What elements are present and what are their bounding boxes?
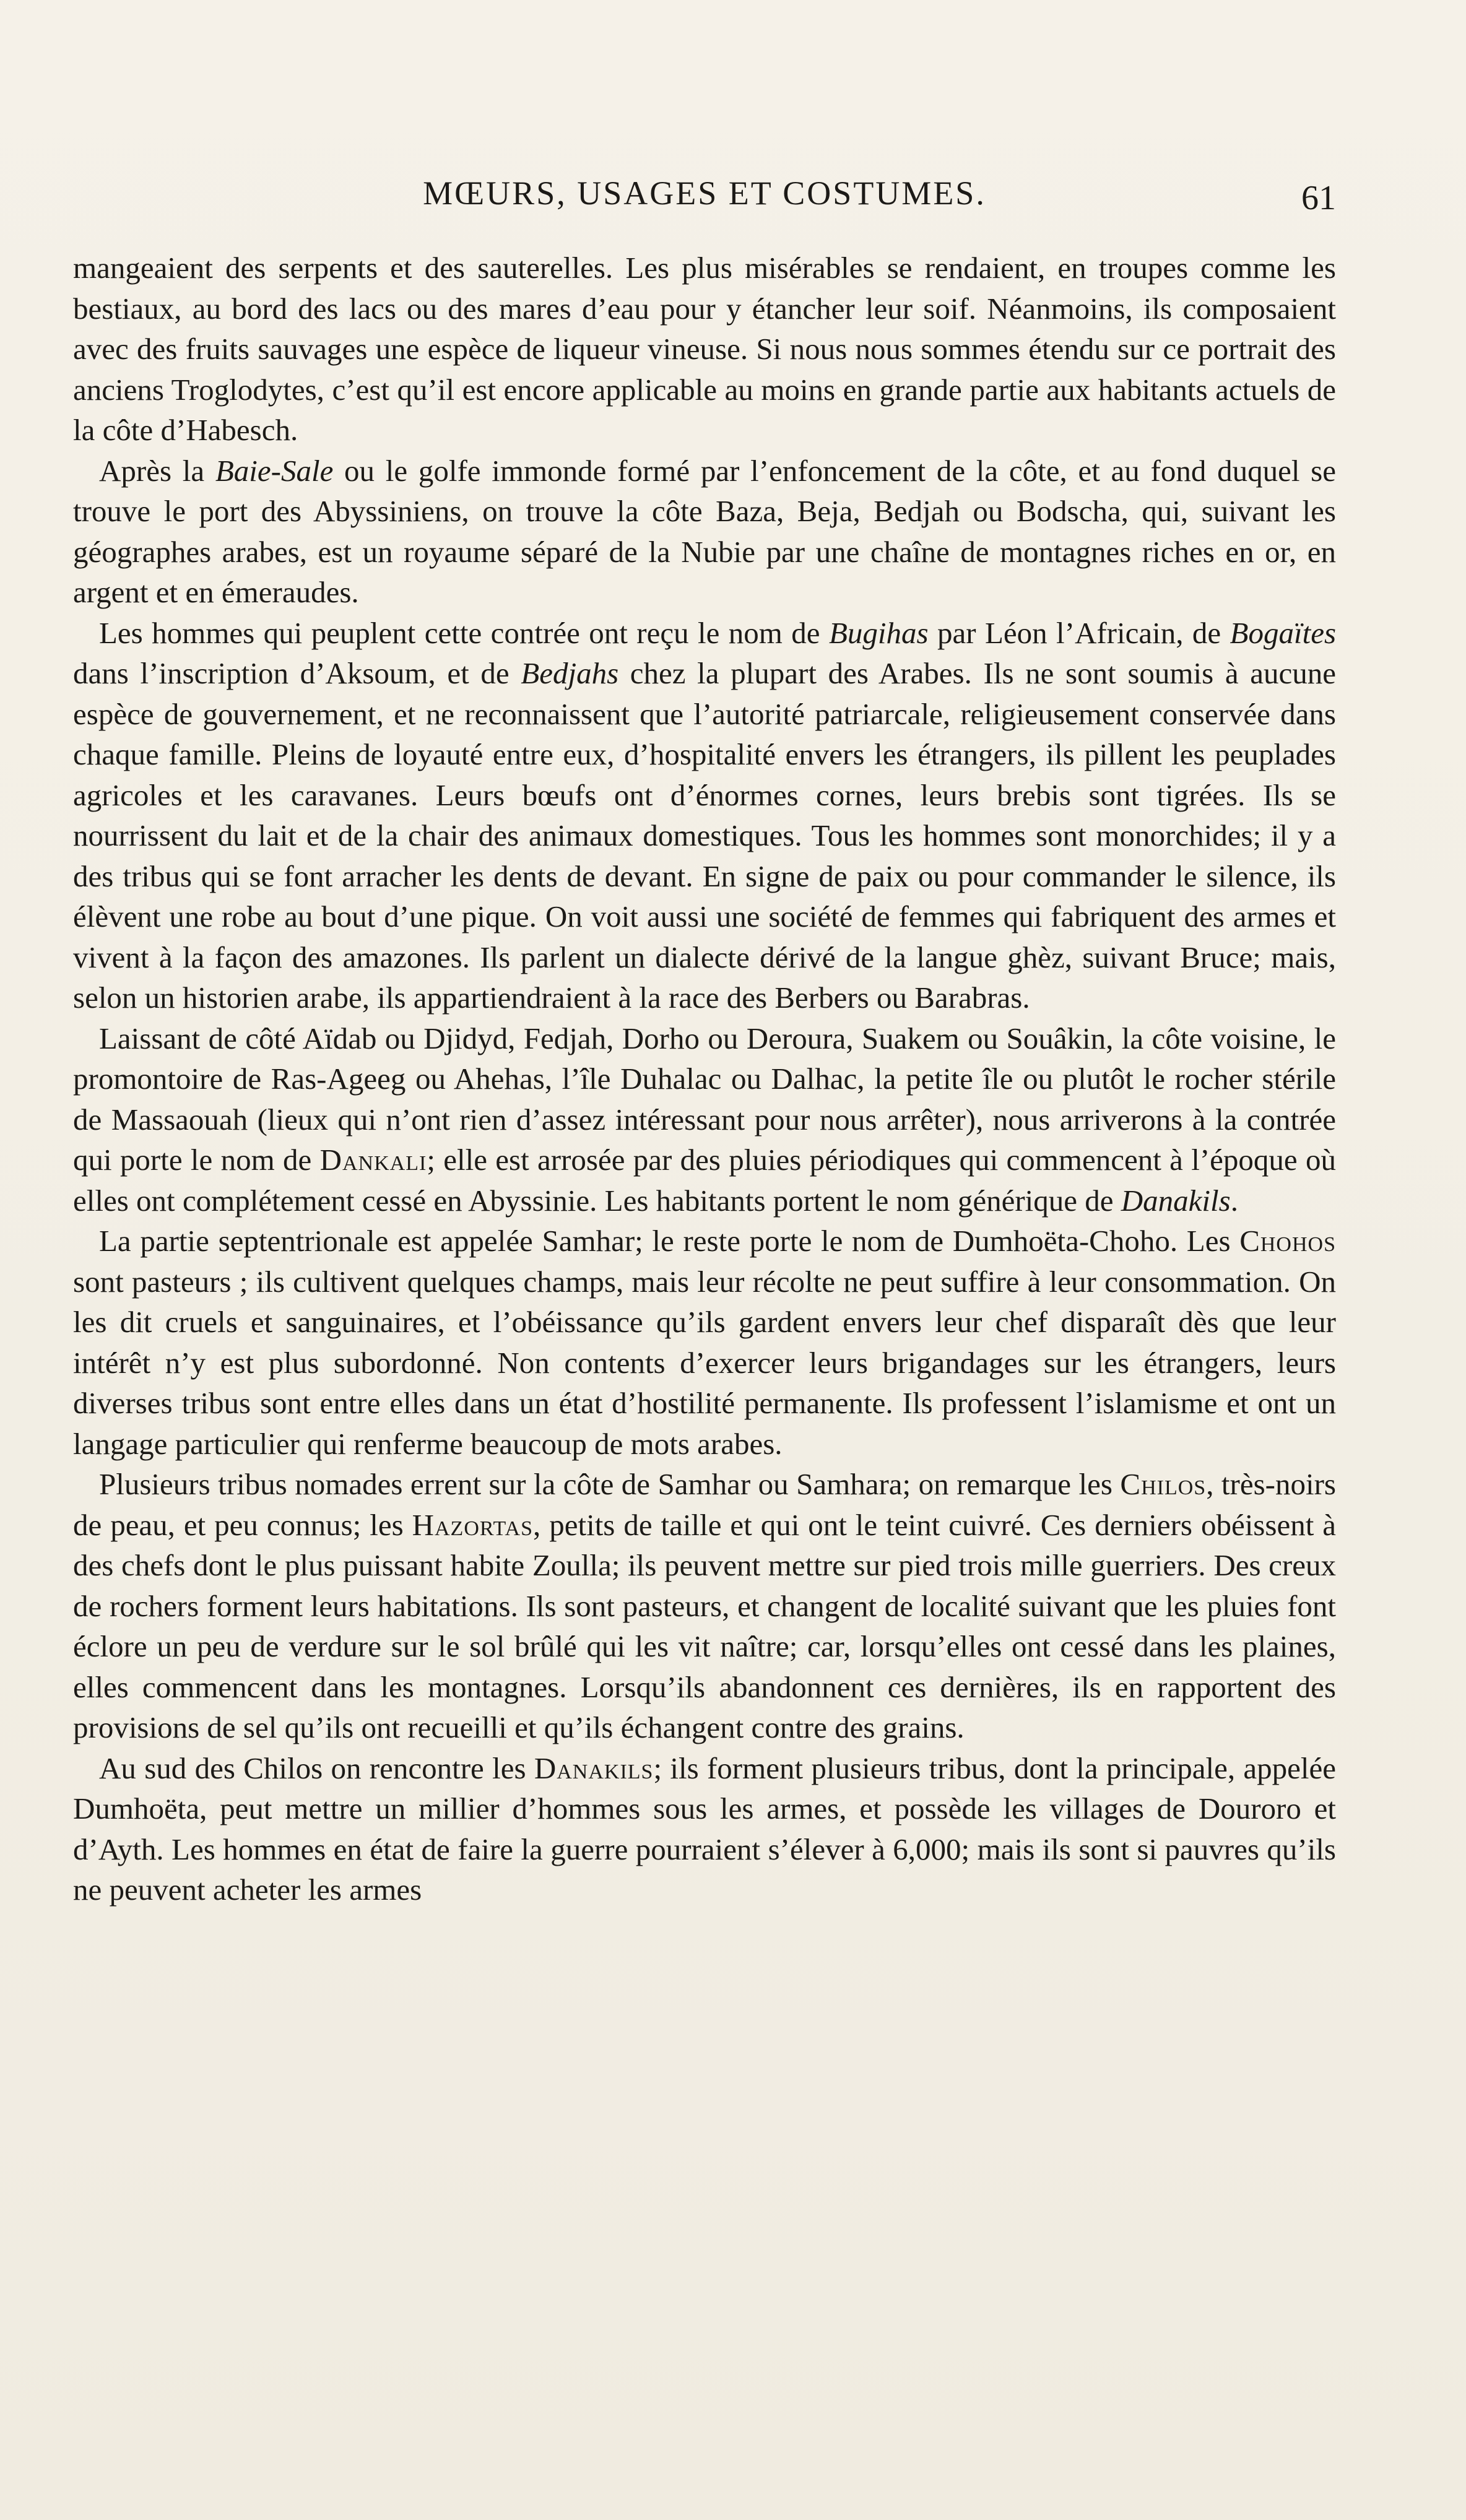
page-number: 61 bbox=[1301, 179, 1336, 217]
text-segment: Laissant de côté Aïdab ou Djidyd, Fedjah, Dorho ou Deroura, Suakem ou Souâkin, la côte voisine, le promontoire de Ras-Ageeg ou Ahehas, l’île Duhalac ou Dalhac, la petite île ou plutôt le rocher stérile de Massaouah (lieux qui n’ont rien d’assez intéressant pour nous arrêter), nous arriverons à la contrée qui porte le nom de bbox=[73, 1021, 1336, 1177]
people-name-smallcaps: Danakils bbox=[534, 1751, 654, 1785]
body-text bbox=[73, 248, 1336, 1910]
people-name-italic: Danakils bbox=[1121, 1183, 1231, 1218]
text-segment: , petits de taille et qui ont le teint cuivré. Ces derniers obéissent à des chefs dont le plus puissant habite Zoulla; ils peuvent mettre sur pied trois mille guerriers. Des creux de rochers forment leurs habitations. Ils sont pasteurs, et changent de localité suivant que les pluies font éclore un peu de verdure sur le sol brûlé qui les vit naître; car, lorsqu’elles ont cessé dans les plaines, elles commencent dans les montagnes. Lorsqu’ils abandonnent ces dernières, ils en rapportent des provisions de sel qu’ils ont recueilli et qu’ils échangent contre des grains. bbox=[73, 1507, 1336, 1744]
text-segment: par Léon l’Africain, de bbox=[928, 615, 1230, 650]
paragraph-6 bbox=[73, 1464, 1336, 1748]
running-title: MŒURS, USAGES ET COSTUMES. bbox=[423, 175, 986, 212]
people-name-italic: Bugihas bbox=[828, 615, 929, 650]
paragraph-5 bbox=[73, 1221, 1336, 1464]
people-name-italic: Bogaïtes bbox=[1230, 615, 1337, 650]
paragraph-3 bbox=[73, 613, 1336, 1018]
text-segment: ou le golfe immonde formé par l’enfoncement de la côte, et au fond duquel se trouve le port des Abyssiniens, on trouve la côte Baza, Beja, Bedjah ou Bodscha, qui, suivant les géographes arabes, est un royaume séparé de la Nubie par une chaîne de montagnes riches en or, en argent et en émeraudes. bbox=[73, 453, 1336, 609]
text-segment: La partie septentrionale est appelée Samhar; le reste porte le nom de Dumhoëta-Choho. Les bbox=[99, 1224, 1240, 1258]
text-segment: Après la bbox=[99, 453, 215, 488]
text-segment: chez la plupart des Arabes. Ils ne sont soumis à aucune espèce de gouvernement, et ne reconnaissent que l’autorité patriarcale, religieusement conservée dans chaque famille. Pleins de loyauté entre eux, d’hospitalité envers les étrangers, ils pillent les peuplades agricoles et les caravanes. Leurs bœufs ont d’énormes cornes, leurs brebis sont tigrées. Ils se nourrissent du lait et de la chair des animaux domestiques. Tous les hommes sont monorchides; il y a des tribus qui se font arracher les dents de devant. En signe de paix ou pour commander le silence, ils élèvent une robe au bout d’une pique. On voit aussi une société de femmes qui fabriquent des armes et vivent à la façon des amazones. Ils parlent un dialecte dérivé de la langue ghèz, suivant Bruce; mais, selon un historien arabe, ils appartiendraient à la race des Berbers ou Barabras. bbox=[73, 656, 1336, 1015]
region-name-smallcaps: Dankali bbox=[319, 1143, 427, 1177]
text-segment: mangeaient des serpents et des sauterelles. Les plus misérables se rendaient, en troupes comme les bestiaux, au bord des lacs ou des mares d’eau pour y étancher leur soif. Néanmoins, ils composaient avec des fruits sauvages une espèce de liqueur vineuse. Si nous nous sommes étendu sur ce portrait des anciens Troglodytes, c’est qu’il est encore applicable au moins en grande partie aux habitants actuels de la côte d’Habesch. bbox=[73, 251, 1336, 447]
text-segment: sont pasteurs ; ils cultivent quelques champs, mais leur récolte ne peut suffire à leur consommation. On les dit cruels et sanguinaires, et l’obéissance qu’ils gardent envers leur chef disparaît dès que leur intérêt n’y est plus subordonné. Non contents d’exercer leurs brigandages sur les étrangers, leurs diverses tribus sont entre elles dans un état d’hostilité permanente. Ils professent l’islamisme et ont un langage particulier qui renferme beaucoup de mots arabes. bbox=[73, 1264, 1336, 1461]
text-segment: ; ils forment plusieurs tribus, dont la principale, appelée Dumhoëta, peut mettre un millier d’hommes sous les armes, et possède les villages de Douroro et d’Ayth. Les hommes en état de faire la guerre pourraient s’élever à 6,000; mais ils sont si pauvres qu’ils ne peuvent acheter les armes bbox=[73, 1751, 1336, 1907]
text-segment: . bbox=[1230, 1183, 1238, 1218]
text-segment: ; elle est arrosée par des pluies périodiques qui commencent à l’époque où elles ont complétement cessé en Abyssinie. Les habitants portent le nom générique de bbox=[73, 1143, 1336, 1218]
text-segment: dans l’inscription d’Aksoum, et de bbox=[73, 656, 521, 690]
place-name-italic: Baie-Sale bbox=[215, 453, 334, 488]
people-name-smallcaps: Chohos bbox=[1239, 1224, 1336, 1258]
text-segment: Les hommes qui peuplent cette contrée ont reçu le nom de bbox=[99, 615, 829, 650]
paragraph-7 bbox=[73, 1748, 1336, 1910]
paragraph-2 bbox=[73, 451, 1336, 613]
text-segment: Plusieurs tribus nomades errent sur la côte de Samhar ou Samhara; on remarque les bbox=[99, 1467, 1121, 1501]
people-name-smallcaps: Chilos bbox=[1120, 1467, 1207, 1501]
people-name-italic: Bedjahs bbox=[521, 656, 619, 690]
paragraph-4 bbox=[73, 1018, 1336, 1221]
text-segment: , très-noirs de peau, et peu connus; les bbox=[73, 1467, 1336, 1542]
text-segment: Au sud des Chilos on rencontre les bbox=[99, 1751, 534, 1785]
people-name-smallcaps: Hazortas bbox=[412, 1507, 534, 1542]
page-header bbox=[73, 168, 1336, 218]
paragraph-1 bbox=[73, 248, 1336, 451]
